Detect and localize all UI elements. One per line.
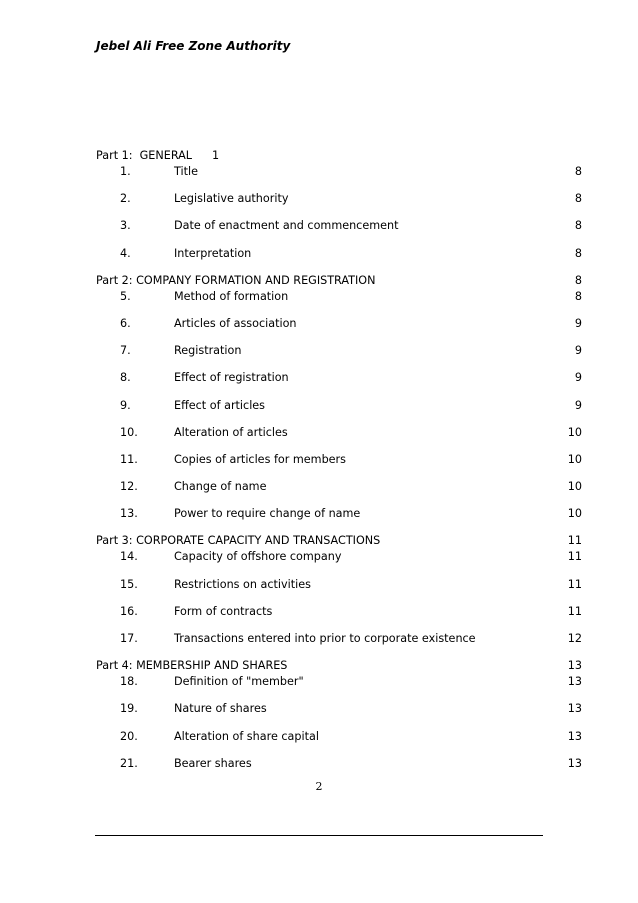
toc-entry-number: 9.: [120, 398, 131, 412]
toc-part-heading: [96, 148, 582, 164]
toc-entry-number: 8.: [120, 371, 131, 385]
toc-part-title: Part 4: MEMBERSHIP AND SHARES: [96, 659, 288, 673]
toc-entry-number: 4.: [120, 246, 131, 260]
toc-entry-title: Alteration of share capital: [174, 729, 319, 743]
toc-entry-title: Form of contracts: [174, 604, 273, 618]
toc-entry: [96, 164, 582, 180]
toc-entry-number: 1.: [120, 165, 131, 178]
toc-entry-number: 19.: [120, 702, 138, 716]
toc-entry-page: 13: [567, 756, 582, 770]
toc-part-page: 11: [567, 534, 582, 548]
toc-entry-number: 12.: [120, 480, 138, 494]
toc-entry-title: Definition of "member": [174, 675, 304, 689]
document-header: Jebel Ali Free Zone Authority: [96, 39, 291, 53]
toc-entry-page: 13: [567, 729, 582, 743]
toc-entry-page: 8: [574, 289, 582, 303]
toc-entry-page: 8: [574, 192, 582, 206]
toc-entry-title: Change of name: [174, 480, 267, 494]
toc-entry-title: Effect of registration: [174, 371, 289, 385]
toc-entry-title: Title: [174, 165, 198, 178]
toc-entry-number: 5.: [120, 289, 131, 303]
toc-entry-title: Capacity of offshore company: [174, 550, 342, 564]
toc-entry-page: 10: [567, 452, 582, 466]
toc-entry-number: 7.: [120, 344, 131, 358]
toc-part: [96, 658, 582, 772]
toc-part-page: 13: [567, 659, 582, 673]
toc-entry-page: 13: [567, 675, 582, 689]
toc-part-heading: [96, 658, 582, 674]
toc-entry: [96, 218, 582, 234]
toc-entry-number: 20.: [120, 729, 138, 743]
toc-entry-page: 11: [567, 550, 582, 564]
toc-entry-title: Interpretation: [174, 246, 252, 260]
toc-entry-page: 10: [567, 507, 582, 521]
toc-entry-title: Transactions entered into prior to corporate existence: [174, 632, 476, 645]
toc-entry-number: 11.: [120, 452, 138, 466]
toc-entry-number: 18.: [120, 675, 138, 689]
toc-part-title: Part 1: GENERAL: [96, 149, 193, 162]
toc-entry: [96, 370, 582, 386]
toc-entry-page: 9: [574, 344, 582, 358]
toc-entry-number: 3.: [120, 219, 131, 233]
toc-entry-page: 11: [567, 604, 582, 618]
toc-entry-number: 14.: [120, 550, 138, 564]
toc-entry: [96, 577, 582, 593]
toc-entry-title: Method of formation: [174, 289, 289, 303]
toc-entry-number: 17.: [120, 632, 138, 645]
toc-entry-number: 16.: [120, 604, 138, 618]
toc-entry-page: 9: [574, 398, 582, 412]
toc-entry-title: Nature of shares: [174, 702, 267, 716]
toc-entry-page: 8: [574, 165, 582, 178]
toc-entry-title: Restrictions on activities: [174, 577, 311, 591]
toc-entry: [96, 191, 582, 207]
toc-entry-title: Legislative authority: [174, 192, 289, 206]
toc-entry: [96, 246, 582, 262]
toc-entry: [96, 398, 582, 414]
toc-entry: [96, 425, 582, 441]
toc-entry-title: Power to require change of name: [174, 507, 361, 521]
toc-entry-title: Articles of association: [174, 316, 297, 330]
toc-entry: [96, 343, 582, 359]
table-of-contents: [96, 148, 582, 783]
toc-entry: [96, 729, 582, 745]
toc-part-heading: [96, 273, 582, 289]
toc-entry-page: 13: [567, 702, 582, 716]
toc-entry: [96, 479, 582, 495]
toc-entry-number: 2.: [120, 192, 131, 206]
toc-entry: [96, 701, 582, 717]
footer-divider: [95, 835, 543, 836]
toc-part-page: 8: [574, 273, 582, 287]
toc-part-title: Part 3: CORPORATE CAPACITY AND TRANSACTIONS: [96, 534, 381, 548]
toc-entry-title: Bearer shares: [174, 756, 252, 770]
toc-entry: [96, 604, 582, 620]
page-number: 2: [315, 780, 323, 793]
toc-entry-page: 10: [567, 480, 582, 494]
toc-entry-page: 8: [574, 246, 582, 260]
toc-entry-page: 8: [574, 219, 582, 233]
toc-entry-page: 9: [574, 371, 582, 385]
toc-entry: [96, 452, 582, 468]
toc-part-inline-page: 1: [212, 149, 220, 162]
toc-entry: [96, 631, 582, 647]
toc-entry: [96, 316, 582, 332]
toc-entry: [96, 289, 582, 305]
toc-entry-number: 21.: [120, 756, 138, 770]
toc-entry: [96, 549, 582, 565]
toc-entry-number: 10.: [120, 425, 138, 439]
toc-entry-number: 15.: [120, 577, 138, 591]
toc-entry-page: 11: [567, 577, 582, 591]
toc-part-title: Part 2: COMPANY FORMATION AND REGISTRATION: [96, 273, 376, 287]
toc-entry: [96, 756, 582, 772]
toc-entry-title: Copies of articles for members: [174, 452, 346, 466]
toc-entry-page: 10: [567, 425, 582, 439]
toc-entry-title: Effect of articles: [174, 398, 266, 412]
toc-entry-number: 13.: [120, 507, 138, 521]
toc-part: [96, 148, 582, 262]
toc-entry: [96, 674, 582, 690]
toc-entry-page: 12: [567, 632, 582, 645]
toc-entry-number: 6.: [120, 316, 131, 330]
toc-part: [96, 273, 582, 523]
toc-entry-title: Date of enactment and commencement: [174, 219, 399, 233]
toc-part: [96, 533, 582, 647]
toc-entry-title: Alteration of articles: [174, 425, 288, 439]
toc-entry-title: Registration: [174, 344, 242, 358]
toc-entry-page: 9: [574, 316, 582, 330]
toc-part-heading: [96, 533, 582, 549]
toc-entry: [96, 506, 582, 522]
